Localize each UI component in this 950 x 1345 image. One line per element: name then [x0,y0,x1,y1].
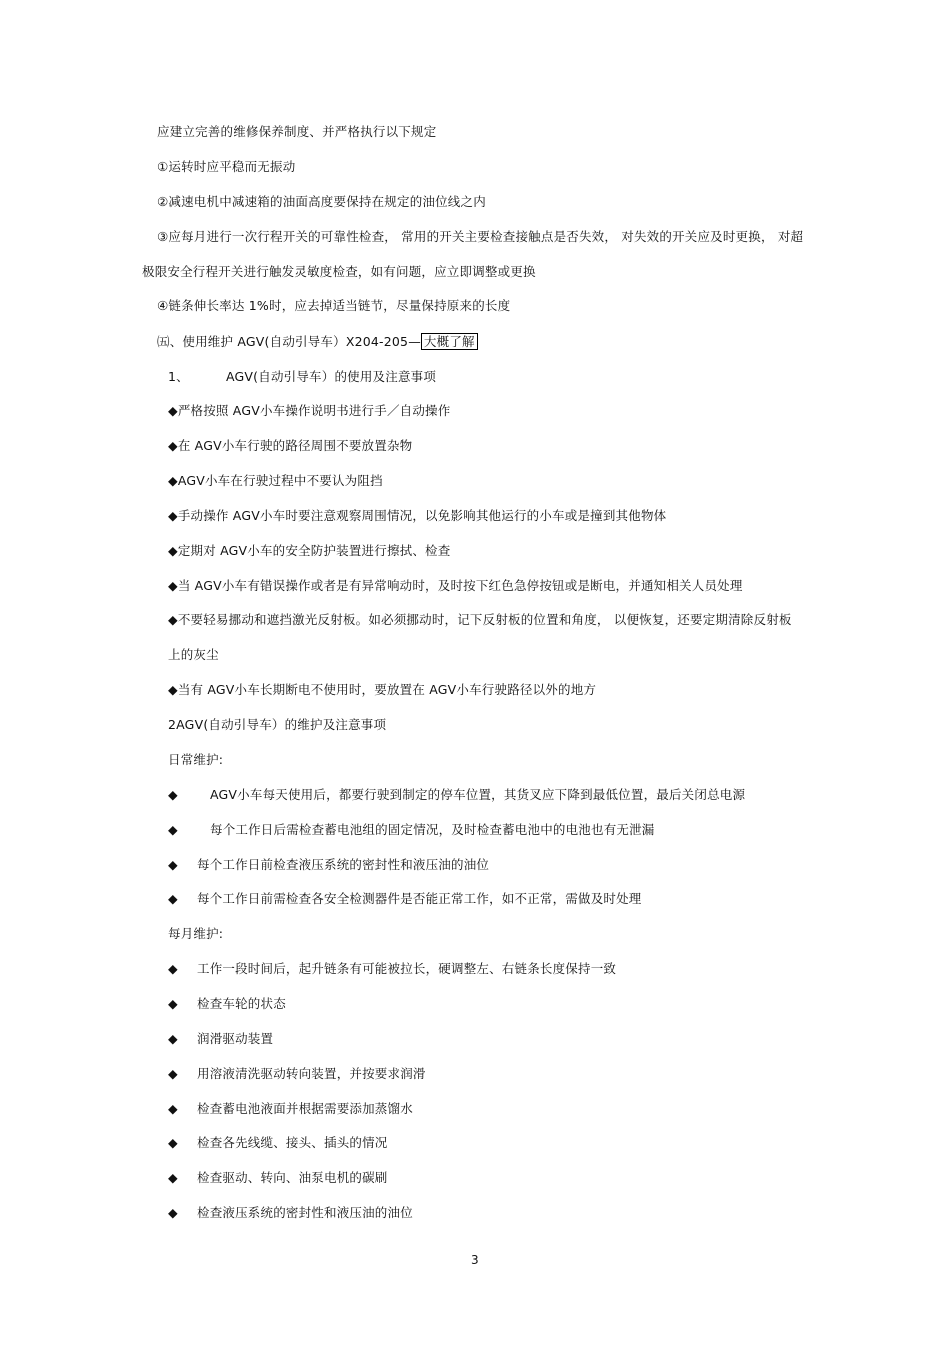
page-number: 3 [471,1253,479,1267]
monthly-bullet: ◆ [168,1031,178,1046]
usage-item: ◆不要轻易挪动和遮挡激光反射板。如必须挪动时，记下反射板的位置和角度， 以便恢复，还要定期清除反射板 [168,612,792,627]
monthly-item: 检查车轮的状态 [197,996,286,1011]
daily-bullet: ◆ [168,822,178,837]
usage-item: ◆手动操作 AGV小车时要注意观察周围情况，以免影响其他运行的小车或是撞到其他物体 [168,508,667,523]
section-5-title: ㈤、使用维护 AGV(自动引导车）X204-205— [157,334,421,349]
monthly-bullet: ◆ [168,1066,178,1081]
sub1-title: AGV(自动引导车）的使用及注意事项 [226,369,437,384]
monthly-bullet: ◆ [168,1101,178,1116]
usage-item: ◆严格按照 AGV小车操作说明书进行手／自动操作 [168,403,451,418]
monthly-heading: 每月维护: [168,926,224,941]
monthly-item: 检查各先线缆、接头、插头的情况 [197,1135,388,1150]
rule-3: ③应每月进行一次行程开关的可靠性检查， 常用的开关主要检查接触点是否失效， 对失效的开关应及时更换， 对超 [157,229,804,244]
intro-line: 应建立完善的维修保养制度、并严格执行以下规定 [157,124,437,139]
sub1-number: 1、 [168,369,189,384]
daily-item: 每个工作日后需检查蓄电池组的固定情况，及时检查蓄电池中的电池也有无泄漏 [210,822,655,837]
section-5-boxed-note: 大概了解 [421,333,478,350]
daily-bullet: ◆ [168,857,178,872]
monthly-item: 润滑驱动装置 [197,1031,274,1046]
daily-bullet: ◆ [168,891,178,906]
daily-item: AGV小车每天使用后，都要行驶到制定的停车位置，其货叉应下降到最低位置，最后关闭总电源 [210,787,746,802]
monthly-bullet: ◆ [168,1135,178,1150]
usage-item-continued: 上的灰尘 [168,647,219,662]
daily-item: 每个工作日前需检查各安全检测器件是否能正常工作，如不正常，需做及时处理 [197,891,642,906]
monthly-bullet: ◆ [168,961,178,976]
usage-item: ◆AGV小车在行驶过程中不要认为阻挡 [168,473,383,488]
monthly-bullet: ◆ [168,1205,178,1220]
monthly-bullet: ◆ [168,996,178,1011]
daily-item: 每个工作日前检查液压系统的密封性和液压油的油位 [197,857,490,872]
monthly-item: 检查驱动、转向、油泵电机的碳刷 [197,1170,388,1185]
rule-2: ②减速电机中减速箱的油面高度要保持在规定的油位线之内 [157,194,486,209]
usage-item: ◆当 AGV小车有错误操作或者是有异常响动时，及时按下红色急停按钮或是断电，并通知相关人员处理 [168,578,743,593]
usage-item: ◆定期对 AGV小车的安全防护装置进行擦拭、检查 [168,543,451,558]
usage-item: ◆当有 AGV小车长期断电不使用时，要放置在 AGV小车行驶路径以外的地方 [168,682,597,697]
usage-item: ◆在 AGV小车行驶的路径周围不要放置杂物 [168,438,413,453]
daily-heading: 日常维护: [168,752,224,767]
monthly-item: 用溶液清洗驱动转向装置，并按要求润滑 [197,1066,426,1081]
monthly-bullet: ◆ [168,1170,178,1185]
monthly-item: 检查蓄电池液面并根据需要添加蒸馏水 [197,1101,413,1116]
sub2-title: 2AGV(自动引导车）的维护及注意事项 [168,717,387,732]
rule-1: ①运转时应平稳而无振动 [157,159,296,174]
rule-4: ④链条伸长率达 1%时，应去掉适当链节，尽量保持原来的长度 [157,298,511,313]
monthly-item: 检查液压系统的密封性和液压油的油位 [197,1205,413,1220]
monthly-item: 工作一段时间后，起升链条有可能被拉长，硬调整左、右链条长度保持一致 [197,961,617,976]
section-5-heading [157,334,478,350]
rule-3-continued: 极限安全行程开关进行触发灵敏度检查，如有问题，应立即调整或更换 [142,264,536,279]
daily-bullet: ◆ [168,787,178,802]
